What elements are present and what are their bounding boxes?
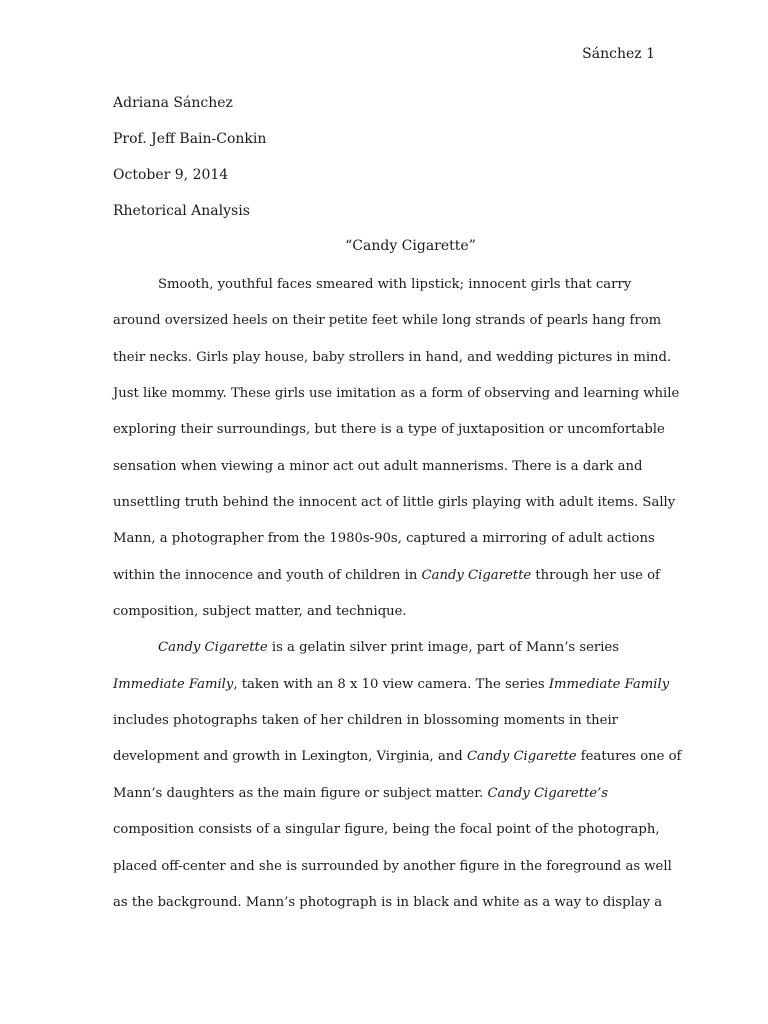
author-name: Adriana Sánchez — [113, 95, 233, 111]
text-run: Mann’s daughters as the main figure or subject matter. — [113, 785, 488, 801]
body-line: composition, subject matter, and technique. — [113, 604, 407, 620]
body-line: their necks. Girls play house, baby strollers in hand, and wedding pictures in mind. — [113, 349, 672, 365]
body-line: sensation when viewing a minor act out adult mannerisms. There is a dark and — [113, 458, 643, 474]
body-line: composition consists of a singular figure, being the focal point of the photograph, — [113, 822, 660, 838]
body-line — [113, 565, 658, 601]
text-run: development and growth in Lexington, Virginia, and — [113, 749, 467, 765]
body-line: unsettling truth behind the innocent act of little girls playing with adult items. Sally — [113, 495, 676, 511]
text-run: is a gelatin silver print image, part of Mann’s series — [267, 640, 620, 656]
italic-title: Candy Cigarette — [421, 567, 532, 583]
essay-body — [113, 274, 682, 928]
italic-title: Immediate Family — [548, 676, 670, 692]
body-line — [113, 637, 658, 673]
running-head: Sánchez 1 — [582, 46, 655, 62]
body-line — [113, 746, 682, 782]
text-run: features one of — [576, 749, 682, 765]
body-line: includes photographs taken of her children in blossoming moments in their — [113, 713, 618, 729]
body-line — [113, 674, 670, 710]
italic-title: Candy Cigarette — [466, 749, 577, 765]
body-line — [113, 783, 658, 819]
body-line: exploring their surroundings, but there is a type of juxtaposition or uncomfortable — [113, 422, 665, 438]
italic-title: Immediate Family — [113, 676, 234, 692]
essay-title: “Candy Cigarette” — [345, 238, 476, 254]
assignment-title: Rhetorical Analysis — [113, 203, 250, 219]
mla-header — [113, 92, 658, 236]
italic-title: Candy Cigarette’s — [487, 785, 609, 801]
text-run: through her use of — [531, 567, 660, 583]
body-line: Smooth, youthful faces smeared with lipstick; innocent girls that carry — [158, 277, 632, 292]
body-line: placed off-center and she is surrounded by another figure in the foreground as well — [113, 858, 672, 874]
body-line: around oversized heels on their petite feet while long strands of pearls hang from — [113, 313, 662, 329]
body-line: Just like mommy. These girls use imitation as a form of observing and learning while — [113, 386, 680, 402]
body-line: Mann, a photographer from the 1980s-90s, captured a mirroring of adult actions — [113, 531, 655, 547]
body-line: as the background. Mann’s photograph is in black and white as a way to display a — [113, 894, 663, 910]
professor-name: Prof. Jeff Bain-Conkin — [113, 131, 267, 147]
date: October 9, 2014 — [113, 167, 229, 183]
italic-title: Candy Cigarette — [158, 640, 268, 656]
text-run: within the innocence and youth of children in — [113, 567, 422, 583]
text-run: , taken with an 8 x 10 view camera. The series — [233, 676, 549, 692]
